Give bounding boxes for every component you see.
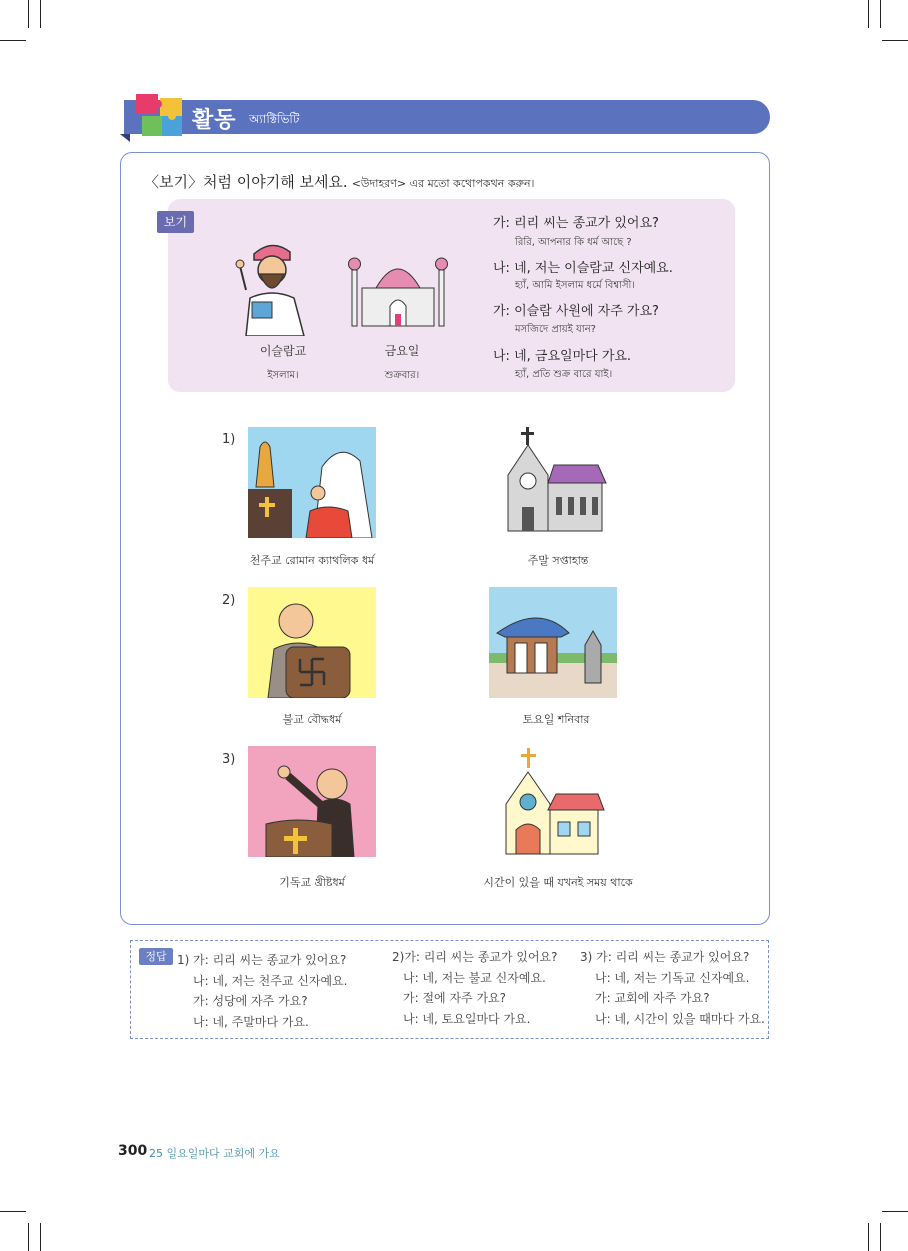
example-item-label: 이슬람교 [259, 344, 307, 358]
answer-line: 가: 교회에 자주 가요? [595, 991, 710, 1005]
exercise-caption: 불교 বৌদ্ধধর্ম [282, 713, 342, 726]
dialogue-line: 나: 네, 금요일마다 가요. [493, 349, 632, 364]
chapter-title: 25 일요일마다 교회에 가요 [149, 1147, 280, 1160]
example-item-translation: ইসলাম। [267, 370, 299, 381]
buddhist-monk-icon [248, 587, 376, 698]
instruction-ko: 〈보기〉처럼 이야기해 보세요. [144, 173, 348, 191]
answer-line: 나: 네, 시간이 있을 때마다 가요. [595, 1012, 765, 1026]
crop-mark [28, 1223, 29, 1251]
exercise-caption: 기독교 খ্রীষ্টধর্ম [279, 876, 345, 889]
crop-mark [868, 0, 869, 28]
answer-line: 2)가: 리리 씨는 종교가 있어요? [392, 950, 558, 964]
exercise-caption: 주말 সপ্তাহান্ত [527, 554, 589, 567]
crop-mark [28, 0, 29, 28]
section-title: 활동 [192, 108, 237, 133]
dialogue-line: 가: 이슬람 사원에 자주 가요? [493, 304, 659, 319]
crop-mark [882, 1211, 908, 1212]
crop-mark [882, 40, 908, 41]
cathedral-icon [494, 427, 622, 538]
mosque-icon [346, 250, 450, 330]
answer-line: 나: 네, 토요일마다 가요. [403, 1012, 531, 1026]
crop-mark [0, 40, 26, 41]
section-subtitle: অ্যাক্টিভিটি [249, 112, 300, 126]
puzzle-icon [134, 92, 186, 140]
dialogue-translation: মসজিদে প্রায়ই যান? [515, 324, 596, 335]
dialogue-translation: হ্যাঁ, প্রতি শুক্র বারে যাই। [515, 369, 613, 380]
muslim-man-praying-icon [232, 236, 316, 336]
answer-line: 나: 네, 저는 불교 신자예요. [403, 971, 546, 985]
crop-mark [880, 1223, 881, 1251]
answer-line: 가: 절에 자주 가요? [403, 991, 507, 1005]
crop-mark [0, 1211, 26, 1212]
dialogue-translation: রিরি, আপনার কি ধর্ম আছে ? [515, 237, 632, 248]
page-number: 300 [118, 1143, 148, 1159]
answer-line: 나: 네, 저는 천주교 신자예요. [193, 974, 348, 988]
exercise-caption: 토요일 শনিবার [522, 713, 590, 726]
crop-mark [40, 0, 41, 28]
dialogue-line: 나: 네, 저는 이슬람교 신자예요. [493, 261, 673, 276]
crop-mark [880, 0, 881, 28]
buddhist-temple-icon [489, 587, 617, 698]
answer-line: 나: 네, 저는 기독교 신자예요. [595, 971, 750, 985]
crop-mark [40, 1223, 41, 1251]
exercise-caption: 천주교 রোমান ক্যাথলিক ধর্ম [249, 554, 375, 567]
answer-line: 나: 네, 주말마다 가요. [193, 1015, 309, 1029]
exercise-caption: 시간이 있을 때 যখনই সময় থাকে [483, 876, 633, 889]
pastor-preaching-icon [248, 746, 376, 857]
answer-line: 3) 가: 리리 씨는 종교가 있어요? [580, 950, 750, 964]
header-fold [120, 134, 130, 142]
exercise-number: 3) [222, 752, 236, 767]
dialogue-translation: হ্যাঁ, আমি ইসলাম ধর্মে বিশ্বাসী। [515, 280, 635, 291]
crop-mark [868, 1223, 869, 1251]
instruction-bn: <উদাহরণ> এর মতো কথোপকথন করুন। [351, 177, 535, 190]
answer-tag: 정답 [139, 948, 173, 965]
catholic-prayer-icon [248, 427, 376, 538]
dialogue-line: 가: 리리 씨는 종교가 있어요? [493, 216, 659, 231]
instruction [144, 171, 534, 194]
exercise-number: 2) [222, 593, 236, 608]
example-item-label: 금요일 [384, 344, 420, 358]
example-tag: 보기 [157, 211, 194, 233]
answer-line: 가: 성당에 자주 가요? [193, 994, 308, 1008]
exercise-number: 1) [222, 432, 236, 447]
example-item-translation: শুক্রবার। [384, 370, 420, 381]
answer-line: 1) 가: 리리 씨는 종교가 있어요? [177, 953, 347, 967]
church-icon [494, 746, 622, 857]
